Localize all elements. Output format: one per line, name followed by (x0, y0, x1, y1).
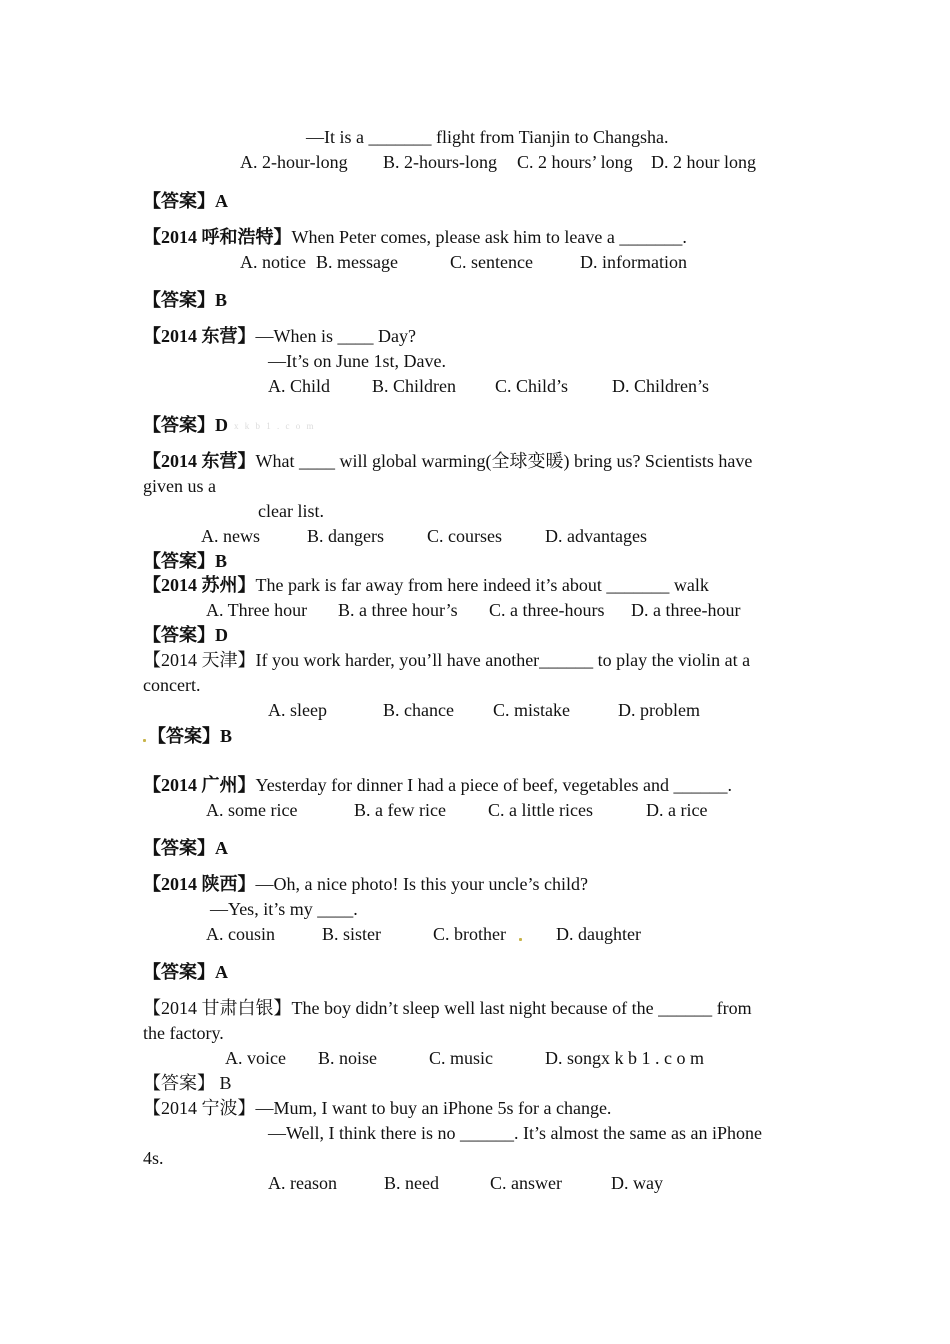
q6-option-a: A. sleep (268, 700, 327, 720)
q10-stem-3: 4s. (143, 1148, 164, 1168)
q4-option-d: D. advantages (545, 526, 647, 546)
q4-option-b: B. dangers (307, 526, 384, 546)
stray-dot (143, 739, 146, 742)
faint-watermark: x k b 1 . c o m (234, 421, 316, 431)
q3-answer: 【答案】D (143, 415, 228, 435)
q1-option-c: C. 2 hours’ long (517, 152, 633, 172)
q7-source-tag: 【2014 广州】 (143, 775, 256, 795)
q10-option-d: D. way (611, 1173, 663, 1193)
q6-stem: If you work harder, you’ll have another______ to play the violin at a (255, 650, 751, 670)
q7-option-d: D. a rice (646, 800, 708, 820)
q7-option-c: C. a little rices (488, 800, 593, 820)
q10-source-tag: 【2014 宁波】 (143, 1098, 256, 1118)
q5-option-a: A. Three hour (206, 600, 308, 620)
q5-source-tag: 【2014 苏州】 (143, 575, 256, 595)
q7-option-a: A. some rice (206, 800, 298, 820)
q2-option-d: D. information (580, 252, 687, 272)
q3-source-tag: 【2014 东营】 (143, 326, 256, 346)
q6-option-d: D. problem (618, 700, 700, 720)
q6-answer: 【答案】B (148, 726, 233, 746)
q4-option-a: A. news (201, 526, 260, 546)
q1-option-d: D. 2 hour long (651, 152, 756, 172)
q2-stem: When Peter comes, please ask him to leave a _______. (291, 227, 687, 247)
q9-answer: 【答案】 B (143, 1073, 232, 1093)
q1-stem: —It is a _______ flight from Tianjin to Changsha. (306, 127, 669, 147)
q3-option-d: D. Children’s (612, 376, 709, 396)
q7-option-b: B. a few rice (354, 800, 446, 820)
q6-stem-2: concert. (143, 675, 201, 695)
q7-stem-line (143, 774, 732, 796)
q3-stem-2: —It’s on June 1st, Dave. (268, 351, 446, 371)
q10-stem-2: —Well, I think there is no ______. It’s almost the same as an iPhone (268, 1123, 762, 1143)
q5-option-b: B. a three hour’s (338, 600, 458, 620)
q7-answer: 【答案】A (143, 838, 228, 858)
q8-option-b: B. sister (322, 924, 382, 944)
q1-option-b: B. 2-hours-long (383, 152, 497, 172)
q8-option-c: C. brother (433, 924, 506, 944)
q9-source-tag: 【2014 甘肃白银】 (143, 998, 292, 1018)
q8-option-a: A. cousin (206, 924, 275, 944)
q1-answer: 【答案】A (143, 191, 228, 211)
q9-option-c: C. music (429, 1048, 494, 1068)
q4-source-tag: 【2014 东营】 (143, 451, 256, 471)
q5-option-c: C. a three-hours (489, 600, 605, 620)
stray-dot (519, 938, 522, 941)
q4-stem: What ____ will global warming(全球变暖) bring us? Scientists have (255, 451, 753, 471)
q9-option-d: D. songx k b 1 . c o m (545, 1048, 704, 1068)
q8-option-d: D. daughter (556, 924, 641, 944)
q10-option-a: A. reason (268, 1173, 337, 1193)
q2-option-b: B. message (316, 252, 398, 272)
q4-option-c: C. courses (427, 526, 502, 546)
q2-stem-line (143, 226, 687, 248)
q3-stem-line (143, 325, 416, 347)
q4-stem-2: given us a (143, 476, 216, 496)
q3-option-a: A. Child (268, 376, 331, 396)
q7-stem: Yesterday for dinner I had a piece of beef, vegetables and ______. (255, 775, 732, 795)
q6-option-b: B. chance (383, 700, 454, 720)
q4-stem-line (143, 450, 752, 472)
q1-option-a: A. 2-hour-long (240, 152, 348, 172)
q9-option-b: B. noise (318, 1048, 378, 1068)
q3-option-c: C. Child’s (495, 376, 569, 396)
q3-stem: —When is ____ Day? (255, 326, 416, 346)
q2-option-c: C. sentence (450, 252, 533, 272)
q6-source-tag: 【2014 天津】 (143, 650, 256, 670)
q8-answer: 【答案】A (143, 962, 228, 982)
q9-stem: The boy didn’t sleep well last night because of the ______ from (291, 998, 752, 1018)
q2-option-a: A. notice (240, 252, 306, 272)
q2-source-tag: 【2014 呼和浩特】 (143, 227, 292, 247)
q10-option-b: B. need (384, 1173, 439, 1193)
q2-answer: 【答案】B (143, 290, 228, 310)
q4-answer: 【答案】B (143, 551, 228, 571)
q10-stem: —Mum, I want to buy an iPhone 5s for a change. (255, 1098, 612, 1118)
q6-option-c: C. mistake (493, 700, 570, 720)
q3-option-b: B. Children (372, 376, 456, 396)
q5-stem: The park is far away from here indeed it’s about _______ walk (255, 575, 709, 595)
q9-stem-line (143, 997, 752, 1019)
q5-answer: 【答案】D (143, 625, 228, 645)
q8-stem-line (143, 873, 588, 895)
q6-stem-line (143, 649, 750, 671)
q8-stem: —Oh, a nice photo! Is this your uncle’s child? (255, 874, 588, 894)
q4-stem-3: clear list. (258, 501, 324, 521)
q5-stem-line (143, 574, 709, 596)
q9-option-a: A. voice (225, 1048, 286, 1068)
q8-source-tag: 【2014 陕西】 (143, 874, 256, 894)
q5-option-d: D. a three-hour (631, 600, 741, 620)
q8-stem-2: —Yes, it’s my ____. (210, 899, 358, 919)
q10-option-c: C. answer (490, 1173, 562, 1193)
q10-stem-line (143, 1097, 611, 1119)
q9-stem-2: the factory. (143, 1023, 224, 1043)
